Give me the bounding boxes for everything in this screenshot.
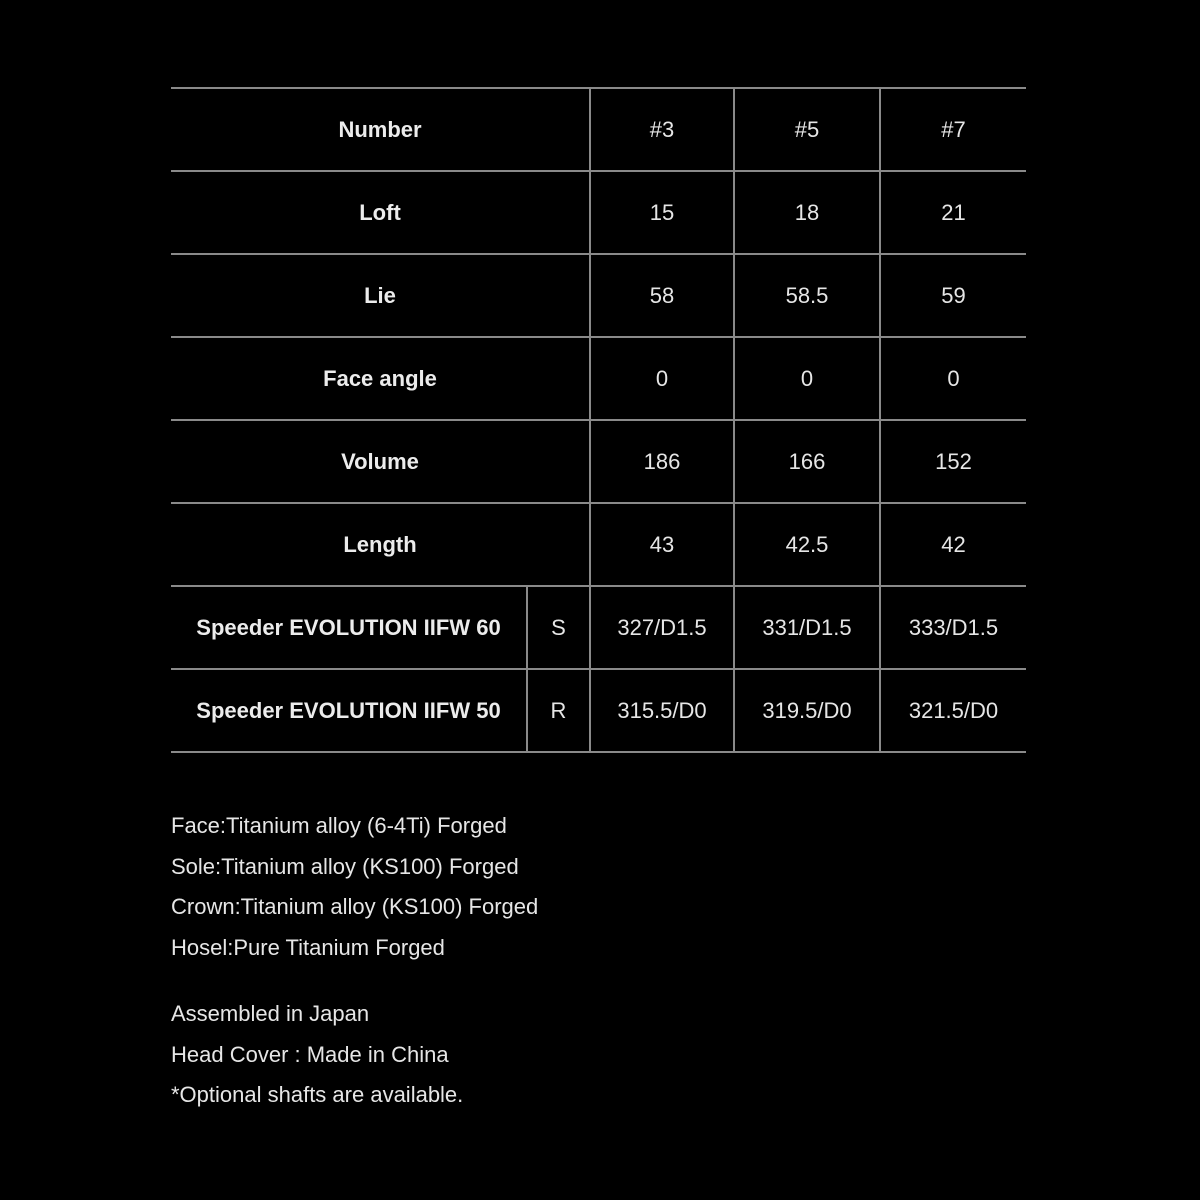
material-hosel: Hosel:Pure Titanium Forged	[171, 934, 445, 960]
row-label-face-angle: Face angle	[171, 337, 590, 420]
table-cell: 321.5/D0	[880, 669, 1026, 752]
origin-notes	[171, 994, 771, 1116]
table-cell: 43	[590, 503, 734, 586]
table-cell: 333/D1.5	[880, 586, 1026, 669]
shaft-flex: S	[527, 586, 590, 669]
table-cell: 327/D1.5	[590, 586, 734, 669]
table-row-volume	[171, 420, 1026, 503]
table-cell: 331/D1.5	[734, 586, 880, 669]
row-label-volume: Volume	[171, 420, 590, 503]
shaft-name: Speeder EVOLUTION IIFW 60	[171, 586, 527, 669]
table-row-face-angle	[171, 337, 1026, 420]
table-cell: 59	[880, 254, 1026, 337]
materials-notes	[171, 806, 771, 968]
table-cell: 21	[880, 171, 1026, 254]
table-cell: 18	[734, 171, 880, 254]
material-crown: Crown:Titanium alloy (KS100) Forged	[171, 894, 539, 919]
head-cover-note: Head Cover : Made in China	[171, 1041, 449, 1067]
table-row-number	[171, 88, 1026, 171]
table-cell: 0	[880, 337, 1026, 420]
table-cell: 42	[880, 503, 1026, 586]
table-cell: 166	[734, 420, 880, 503]
table-cell: 186	[590, 420, 734, 503]
shaft-flex: R	[527, 669, 590, 752]
table-cell: 152	[880, 420, 1026, 503]
header-cell-3: #3	[590, 88, 734, 171]
optional-shafts-note: *Optional shafts are available.	[171, 1082, 464, 1107]
table-row-shaft-fw60	[171, 586, 1026, 669]
table-cell: 315.5/D0	[590, 669, 734, 752]
table-row-length	[171, 503, 1026, 586]
table-cell: 15	[590, 171, 734, 254]
row-label-lie: Lie	[171, 254, 590, 337]
table-cell: 0	[734, 337, 880, 420]
spec-table	[171, 87, 1026, 753]
table-cell: 319.5/D0	[734, 669, 880, 752]
table-row-loft	[171, 171, 1026, 254]
table-row-lie	[171, 254, 1026, 337]
shaft-name: Speeder EVOLUTION IIFW 50	[171, 669, 527, 752]
assembly-note: Assembled in Japan	[171, 1001, 370, 1026]
header-cell-7: #7	[880, 88, 1026, 171]
table-row-shaft-fw50	[171, 669, 1026, 752]
table-cell: 0	[590, 337, 734, 420]
row-label-loft: Loft	[171, 171, 590, 254]
row-label-number: Number	[171, 88, 590, 171]
material-sole: Sole:Titanium alloy (KS100) Forged	[171, 853, 519, 879]
material-face: Face:Titanium alloy (6-4Ti) Forged	[171, 813, 507, 838]
table-cell: 58	[590, 254, 734, 337]
table-cell: 58.5	[734, 254, 880, 337]
table-cell: 42.5	[734, 503, 880, 586]
row-label-length: Length	[171, 503, 590, 586]
header-cell-5: #5	[734, 88, 880, 171]
